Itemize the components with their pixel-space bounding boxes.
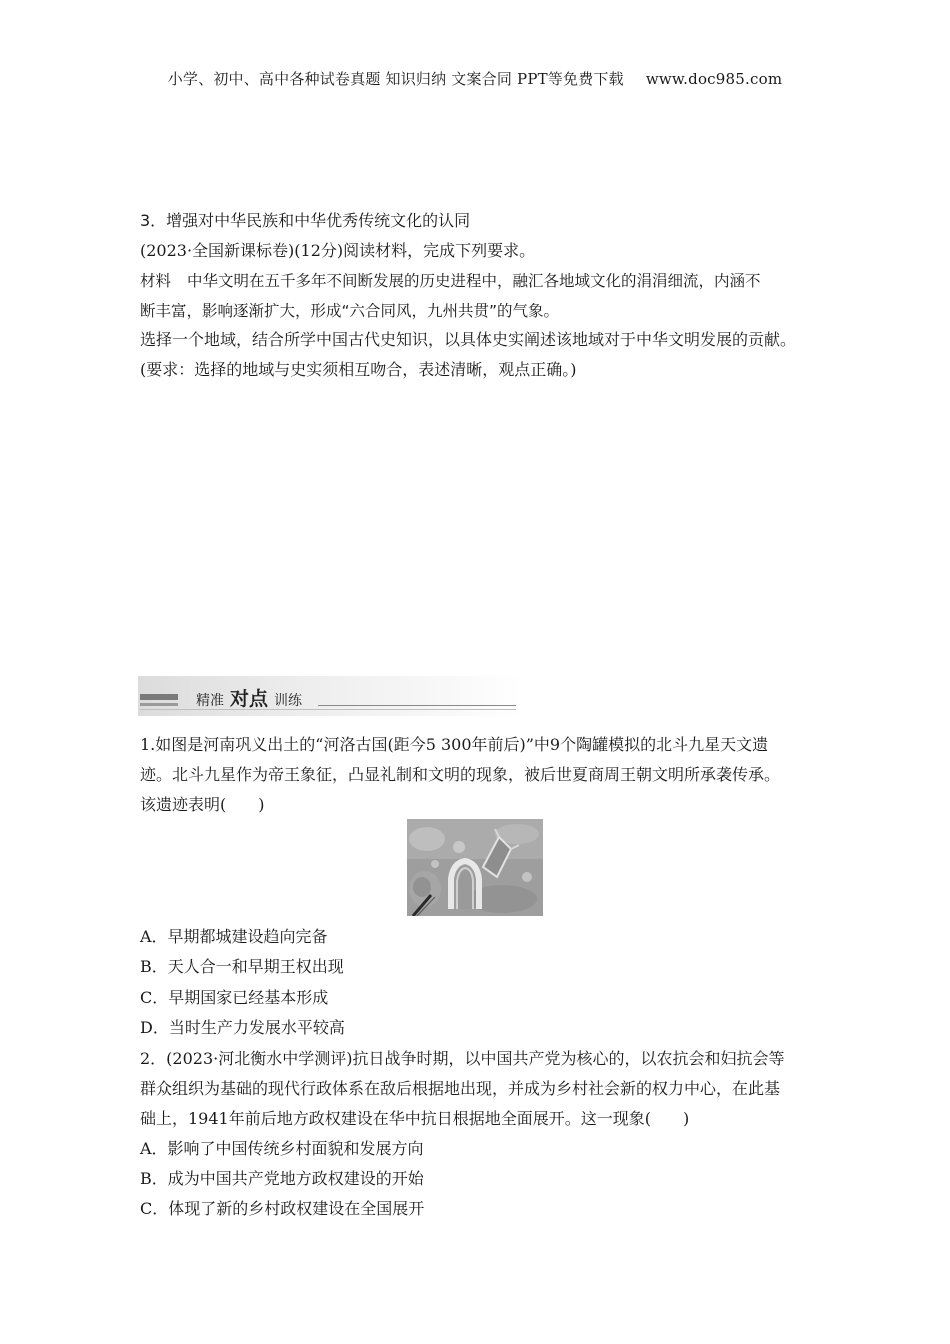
banner-bar: [140, 694, 178, 700]
question-1-stem: [140, 730, 830, 820]
q1-line-1: 1.如图是河南巩义出土的“河洛古国(距今5 300年前后)”中9个陶罐模拟的北斗九星天文遗: [140, 735, 769, 754]
q2-line-3: 础上，1941年前后地方政权建设在华中抗日根据地全面展开。这一现象( ): [140, 1109, 690, 1128]
banner-rule: [318, 705, 516, 706]
q1-line-3: 该遗迹表明( ): [140, 795, 265, 814]
banner-bar-thin: [140, 703, 178, 706]
material-label: 材料: [140, 272, 172, 290]
banner-title-left: 精准: [196, 693, 224, 709]
q1-option-a: A．早期都城建设趋向完备: [140, 927, 328, 946]
material-passage: [140, 266, 830, 326]
banner-title: [196, 684, 302, 711]
question-2-stem: [140, 1044, 830, 1134]
q2-option-c: C．体现了新的乡村政权建设在全国展开: [140, 1199, 425, 1218]
task-line-2: (要求：选择的地域与史实须相互吻合，表述清晰，观点正确。): [140, 360, 577, 379]
question-source: (2023·全国新课标卷)(12分)阅读材料，完成下列要求。: [140, 241, 536, 260]
section-banner: [138, 676, 522, 716]
question-task: [140, 325, 830, 385]
material-line-1: 中华文明在五千多年不间断发展的历史进程中，融汇各地域文化的涓涓细流，内涵不: [187, 272, 761, 290]
header-site: www.doc985.com: [645, 70, 783, 88]
material-line-2: 断丰富，影响逐渐扩大，形成“六合同风，九州共贯”的气象。: [140, 302, 560, 320]
header-text: 小学、初中、高中各种试卷真题 知识归纳 文案合同 PPT等免费下载: [167, 70, 624, 88]
q2-option-b: B．成为中国共产党地方政权建设的开始: [140, 1169, 424, 1188]
q2-option-a: A．影响了中国传统乡村面貌和发展方向: [140, 1139, 424, 1158]
q2-line-2: 群众组织为基础的现代行政体系在敌后根据地出现，并成为乡村社会新的权力中心，在此基: [140, 1079, 781, 1098]
q1-option-c: C．早期国家已经基本形成: [140, 988, 329, 1007]
banner-title-mid: 对点: [230, 688, 269, 710]
q2-line-1: 2．(2023·河北衡水中学测评)抗日战争时期，以中国共产党为核心的，以农抗会和妇抗会等: [140, 1049, 785, 1068]
q1-option-d: D．当时生产力发展水平较高: [140, 1018, 345, 1037]
q1-option-b: B．天人合一和早期王权出现: [140, 957, 344, 976]
excavation-photo: [407, 819, 543, 916]
page-header: [0, 68, 950, 89]
task-line-1: 选择一个地域，结合所学中国古代史知识，以具体史实阐述该地域对于中华文明发展的贡献。: [140, 330, 797, 349]
banner-title-right: 训练: [274, 693, 303, 709]
section-title: 3．增强对中华民族和中华优秀传统文化的认同: [140, 211, 471, 230]
q1-line-2: 迹。北斗九星作为帝王象征，凸显礼制和文明的现象，被后世夏商周王朝文明所承袭传承。: [140, 765, 781, 784]
